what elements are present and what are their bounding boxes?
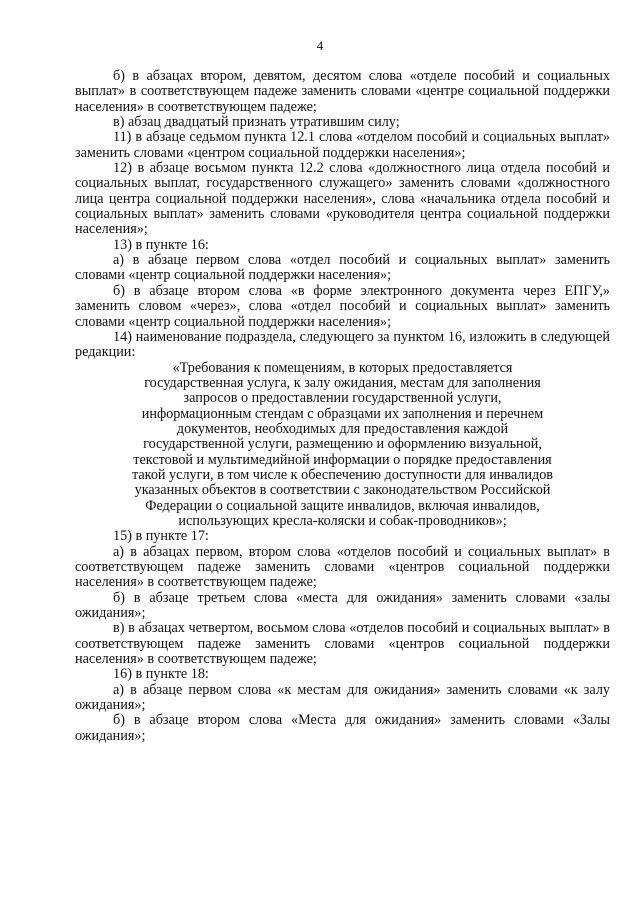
paragraph-item-16-a: а) в абзаце первом слова «к местам для ожидания» заменить словами «к залу ожидания»;	[75, 681, 610, 714]
paragraph-item-15-v: в) в абзацах четвертом, восьмом слова «отделов пособий и социальных выплат» в соответствующем падеже заменить словами «центров социальной поддержки населения» в соответствующем падеже;	[75, 620, 610, 668]
paragraph-item-12: 12) в абзаце восьмом пункта 12.2 слова «должностного лица отдела пособий и социальных выплат, государственного служащего» заменить словами «должностного лица центра социальной поддержки населения», слова «начальника отдела пособий и социальных выплат» заменить словами «руководителя центра социальной поддержки населения»;	[75, 160, 610, 238]
paragraph-item-15-a: а) в абзацах первом, втором слова «отделов пособий и социальных выплат» в соответствующем падеже заменить словами «центров социальной поддержки населения» в соответствующем падеже;	[75, 543, 610, 591]
paragraph-item-13-a: а) в абзаце первом слова «отдел пособий и социальных выплат» заменить словами «центр социальной поддержки населения»;	[75, 252, 610, 284]
paragraph-item-13: 13) в пункте 16:	[113, 236, 209, 253]
paragraph-item-15: 15) в пункте 17:	[113, 528, 209, 545]
subsection-heading-quote: «Требования к помещениям, в которых предоставляется государственная услуга, к залу ожидания, местам для заполнения запросов о предоставлении государственной услуги, информационным стендам с образцами их заполнения и перечнем документов, необходимых для предоставления каждой государственной услуги, размещению и оформлению визуальной, текстовой и мультимедийной информации о порядке предоставления такой услуги, в том числе к обеспечению доступности для инвалидов указанных объектов в соответствии с законодательством Российской Федерации о социальной защите инвалидов, включая инвалидов, использующих кресла-коляски и собак-проводников»;	[131, 359, 554, 529]
document-body	[75, 69, 610, 744]
paragraph-amend-b-abzacy: б) в абзацах втором, девятом, десятом слова «отделе пособий и социальных выплат» в соответствующем падеже заменить словами «центре социальной поддержки населения» в соответствующем падеже;	[75, 68, 610, 115]
paragraph-item-11: 11) в абзаце седьмом пункта 12.1 слова «отделом пособий и социальных выплат» заменить словами «центром социальной поддержки населения»;	[75, 129, 610, 161]
paragraph-item-16-b: б) в абзаце втором слова «Места для ожидания» заменить словами «Залы ожидания»;	[75, 712, 610, 744]
paragraph-item-16: 16) в пункте 18:	[113, 666, 209, 683]
page-number: 4	[316, 38, 324, 53]
paragraph-amend-v-abzac: в) абзац двадцатый признать утратившим силу;	[113, 114, 400, 131]
paragraph-item-14: 14) наименование подраздела, следующего за пунктом 16, изложить в следующей редакции:	[75, 328, 610, 361]
paragraph-item-13-b: б) в абзаце втором слова «в форме электронного документа через ЕПГУ,» заменить словом «через», слова «отдел пособий и социальных выплат» заменить словами «центр социальной поддержки населения»;	[75, 282, 610, 330]
paragraph-item-15-b: б) в абзаце третьем слова «места для ожидания» заменить словами «залы ожидания»;	[75, 589, 610, 622]
